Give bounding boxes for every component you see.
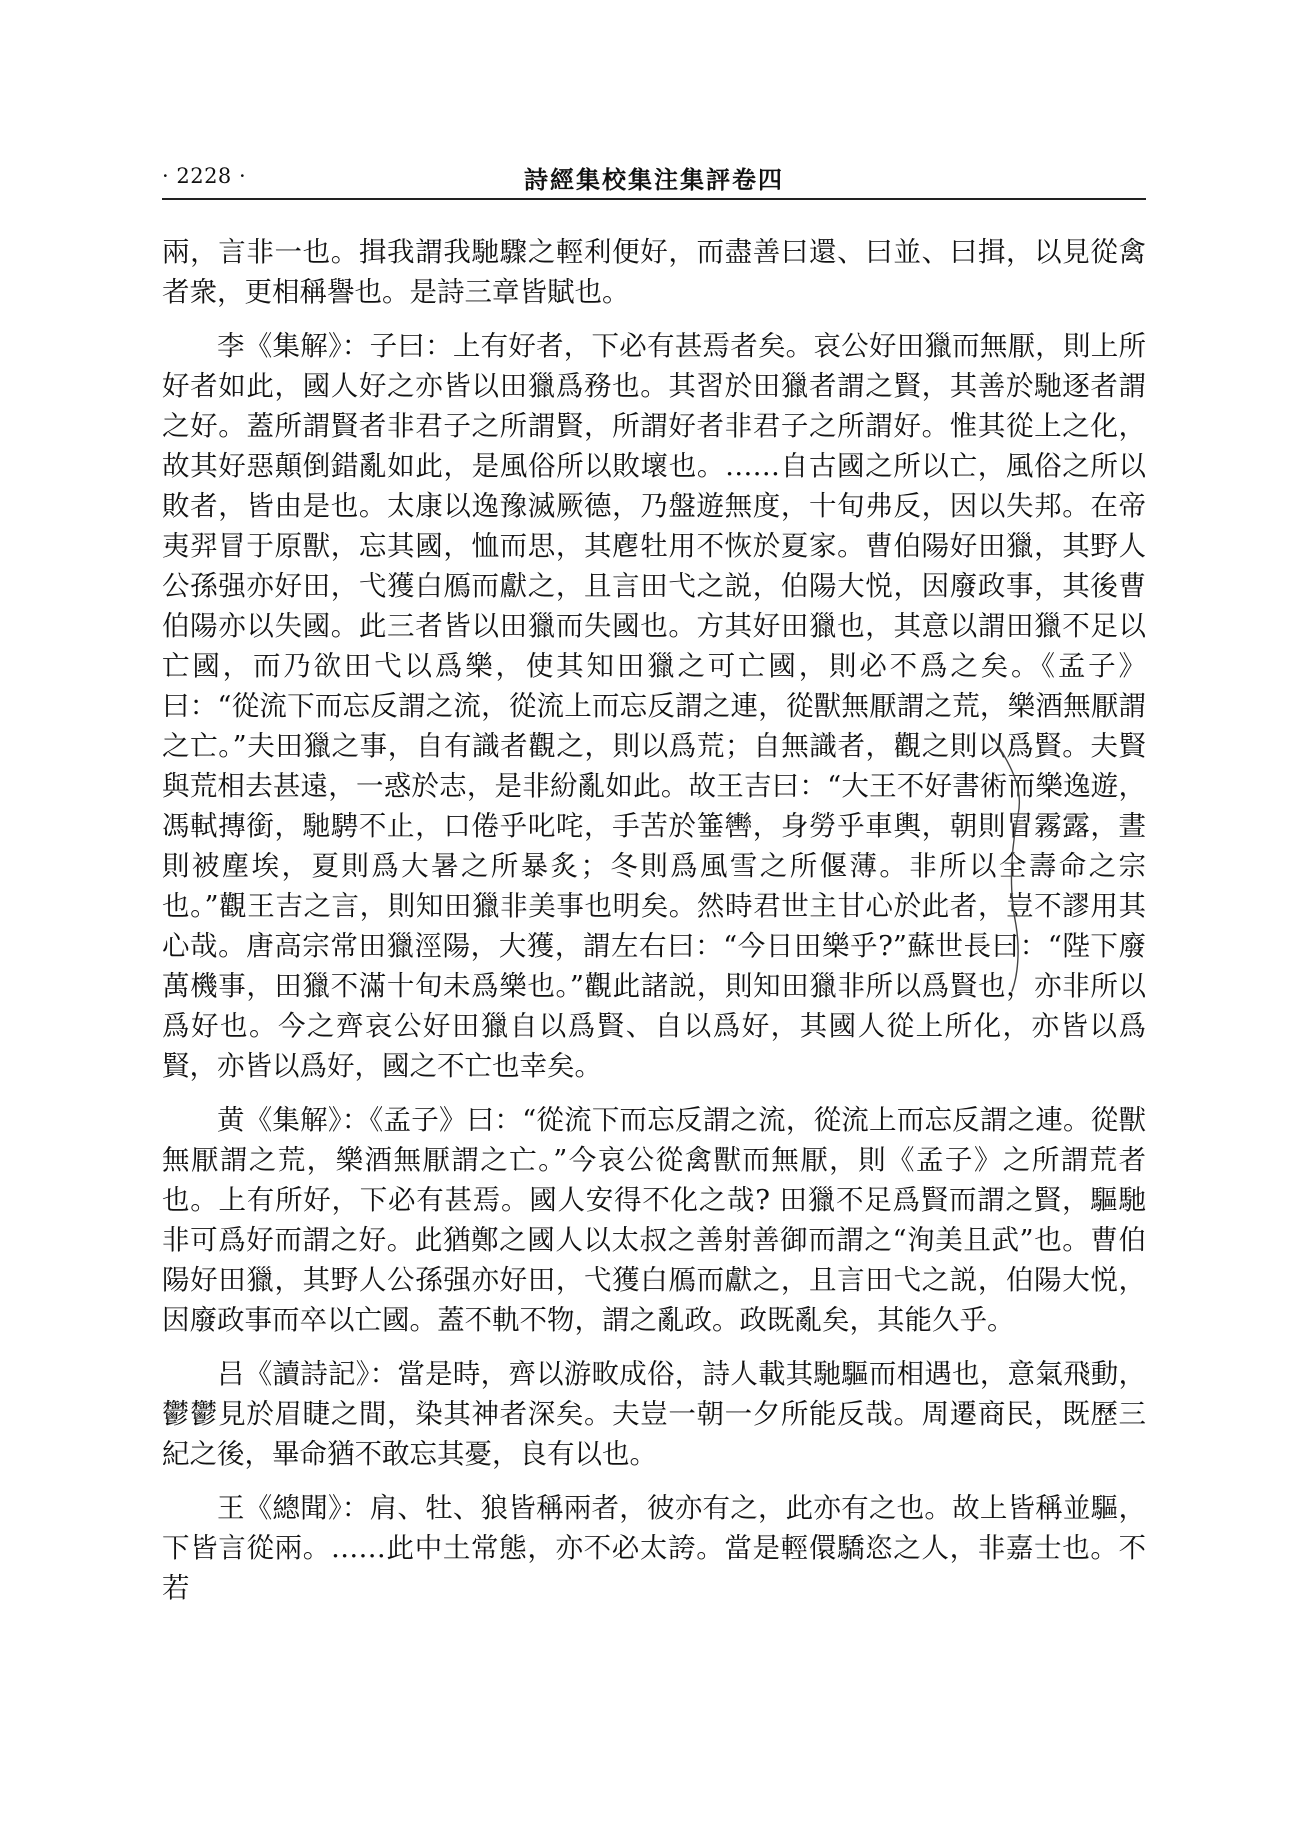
paragraph-lu-dushiji: 吕《讀詩記》：當是時，齊以游畋成俗，詩人載其馳驅而相遇也，意氣飛動，鬱鬱見於眉睫之間，染其神者深矣。夫豈一朝一夕所能反哉。周遷商民，既歷三紀之後，畢命猶不敢忘其憂，良有以也。 [162, 1358, 1146, 1470]
page-body [162, 232, 1146, 1608]
paragraph-li-jijie: 李《集解》：子曰：上有好者，下必有甚焉者矣。哀公好田獵而無厭，則上所好者如此，國人好之亦皆以田獵爲務也。其習於田獵者謂之賢，其善於馳逐者謂之好。蓋所謂賢者非君子之所謂賢，所謂好者非君子之所謂好。惟其從上之化，故其好惡顛倒錯亂如此，是風俗所以敗壞也。……自古國之所以亡，風俗之所以敗者，皆由是也。太康以逸豫滅厥德，乃盤遊無度，十旬弗反，因以失邦。在帝夷羿冒于原獸，忘其國，恤而思，其麀牡用不恢於夏家。曹伯陽好田獵，其野人公孫强亦好田，弋獲白鴈而獻之，且言田弋之説，伯陽大悦，因廢政事，其後曹伯陽亦以失國。此三者皆以田獵而失國也。方其好田獵也，其意以謂田獵不足以亡國，而乃欲田弋以爲樂，使其知田獵之可亡國，則必不爲之矣。《孟子》曰：“從流下而忘反謂之流，從流上而忘反謂之連，從獸無厭謂之荒，樂酒無厭謂之亡。”夫田獵之事，自有識者觀之，則以爲荒；自無識者，觀之則以爲賢。夫賢與荒相去甚遠，一惑於志，是非紛亂如此。故王吉曰：“大王不好書術而樂逸遊，馮軾摶銜，馳騁不止，口倦乎叱咤，手苦於箠轡，身勞乎車輿，朝則冒霧露，晝則被塵埃，夏則爲大暑之所暴炙；冬則爲風雪之所偃薄。非所以全壽命之宗也。”觀王吉之言，則知田獵非美事也明矣。然時君世主甘心於此者，豈不謬用其心哉。唐高宗常田獵涇陽，大獲，謂左右曰：“今日田樂乎?”蘇世長曰：“陛下廢萬機事，田獵不滿十旬未爲樂也。”觀此諸説，則知田獵非所以爲賢也，亦非所以爲好也。今之齊哀公好田獵自以爲賢、自以爲好，其國人從上所化，亦皆以爲賢，亦皆以爲好，國之不亡也幸矣。 [162, 330, 1146, 1082]
page-header [162, 156, 1146, 196]
paragraph-wang-zongwen: 王《總聞》：肩、牡、狼皆稱兩者，彼亦有之，此亦有之也。故上皆稱並驅，下皆言從兩。……此中土常態，亦不必太誇。當是輕儇驕恣之人，非嘉士也。不若 [162, 1492, 1146, 1604]
paragraph-continuation: 兩，言非一也。揖我謂我馳驟之輕利便好，而盡善曰還、曰並、曰揖，以見從禽者衆，更相稱譽也。是詩三章皆賦也。 [162, 236, 1146, 308]
running-title: 詩經集校集注集評卷四 [524, 165, 784, 194]
page-number: · 2228 · [162, 164, 247, 188]
paragraph-huang-jijie: 黄《集解》：《孟子》曰：“從流下而忘反謂之流，從流上而忘反謂之連。從獸無厭謂之荒，樂酒無厭謂之亡。”今哀公從禽獸而無厭，則《孟子》之所謂荒者也。上有所好，下必有甚焉。國人安得不化之哉? 田獵不足爲賢而謂之賢，驅馳非可爲好而謂之好。此猶鄭之國人以太叔之善射善御而謂之“洵美且武”也。曹伯陽好田獵，其野人公孫强亦好田，弋獲白鴈而獻之，且言田弋之説，伯陽大悦，因廢政事而卒以亡國。蓋不軌不物，謂之亂政。政既亂矣，其能久乎。 [162, 1104, 1146, 1336]
header-rule [162, 198, 1146, 200]
